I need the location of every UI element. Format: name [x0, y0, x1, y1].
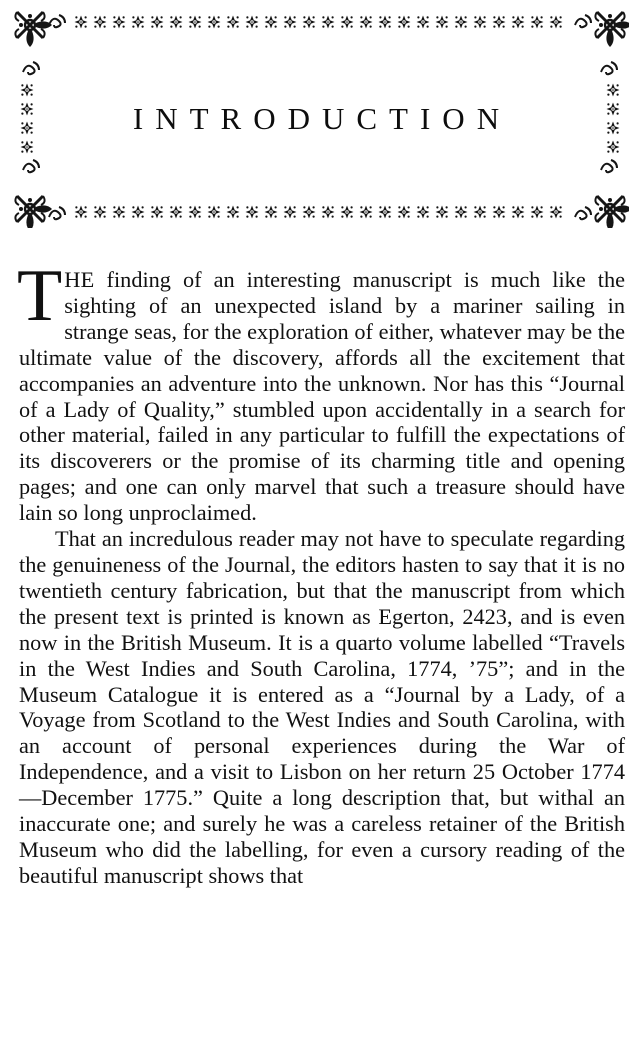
- drop-cap: T: [17, 255, 63, 337]
- chapter-heading: INTRODUCTION: [132, 101, 512, 136]
- paragraph-2: That an incredulous reader may not have to speculate regarding the genuineness of the Journal, the editors hasten to say that it is no twentieth century fabrication, but that the manuscript from which the present text is printed is known as Egerton, 2423, and is even now in the British Museum. It is a quarto volume labelled “Travels in the West Indies and South Carolina, 1774, ’75”; and in the Museum Catalogue it is entered as a “Journal by a Lady, of a Voyage from Scotland to the West Indies and South Carolina, with an account of personal experiences during the War of Independence, and a visit to Lisbon on her return 25 October 1774—December 1775.” Quite a long description that, but withal an inaccurate one; and surely he was a careless retainer of the British Museum who did the labelling, for even a cursory reading of the beautiful manuscript shows that: [19, 526, 625, 888]
- paragraph-1: [17, 255, 625, 526]
- first-word-small-caps: HE: [64, 267, 95, 292]
- body-text: [17, 255, 625, 889]
- paragraph-1-text: finding of an interesting manuscript is much like the sighting of an unexpected island by a mariner sailing in strange seas, for the exploration of either, whatever may be the ultimate value of the discovery, affords all the excitement that accompanies an adventure into the unknown. Nor has this “Journal of a Lady of Quality,” stumbled upon accidentally in a search for other material, failed in any particular to fulfill the expectations of its discoverers or the promise of its charming title and opening pages; and one can only marvel that such a treasure should have lain so long unproclaimed.: [19, 267, 625, 526]
